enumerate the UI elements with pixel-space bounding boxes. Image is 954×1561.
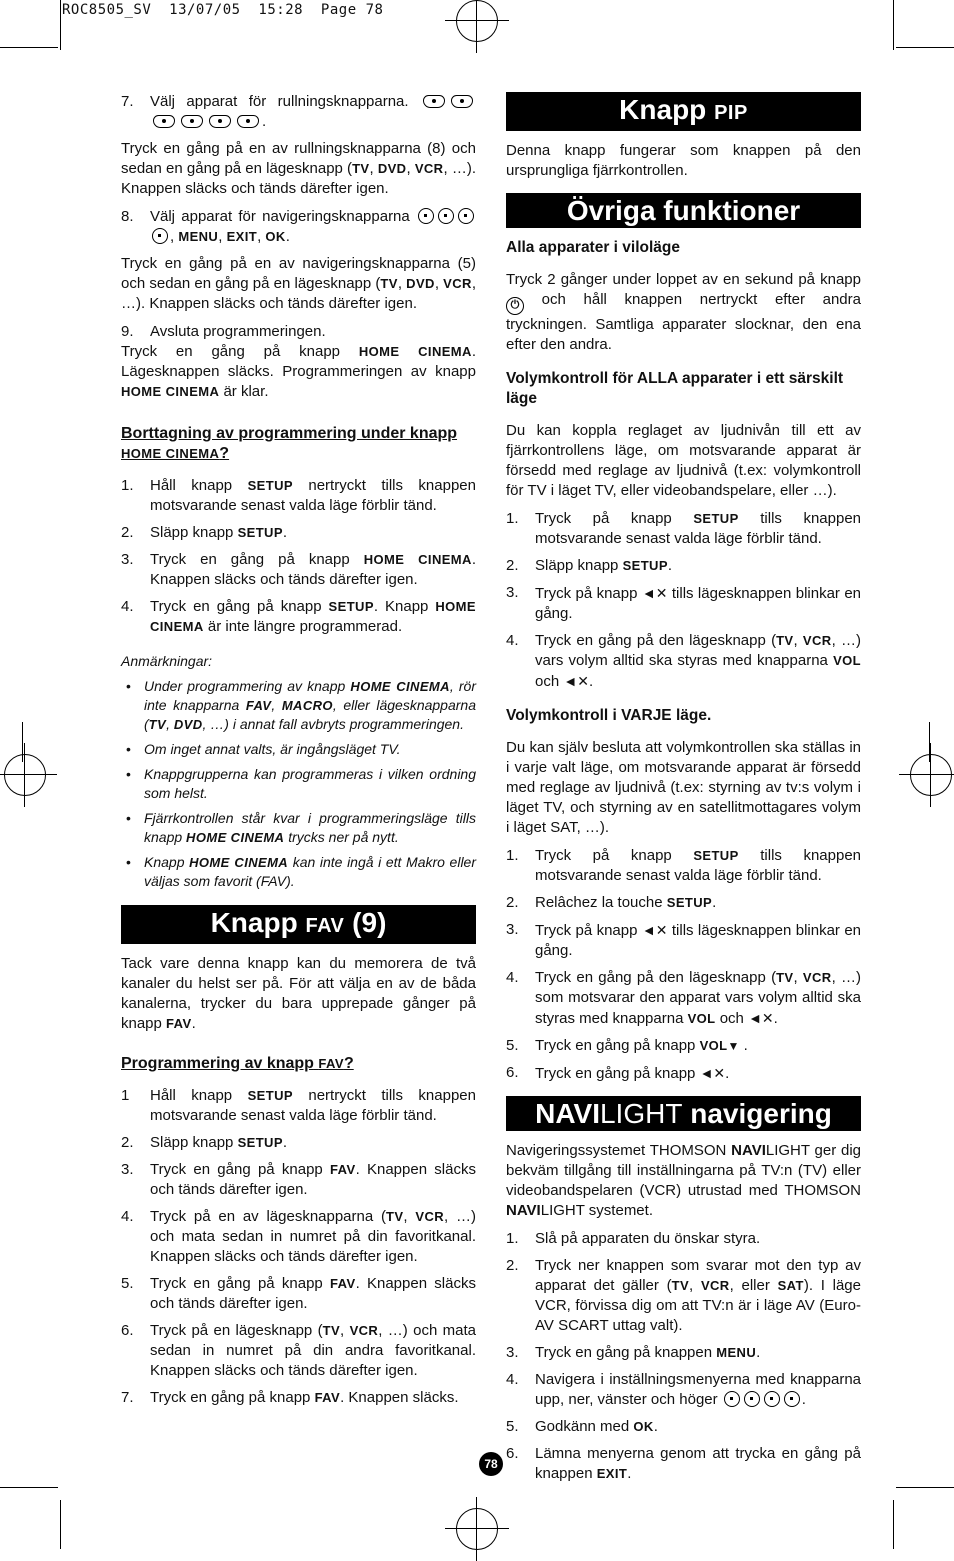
nav-down-icon [438, 208, 454, 224]
step-7-text: Tryck en gång på en av rullningsknapparna (8) och sedan en gång på en lägesknapp (TV, DVD, VCR, …). Knappen släcks och tänds därefter igen. [121, 140, 476, 197]
list-item: 4. Tryck en gång på den lägesknapp (TV, VCR, …) vars volym alltid ska styras med knapparna VOL och ◄✕. [506, 632, 861, 690]
nav-up-icon [418, 208, 434, 224]
banner-fav: Knapp FAV (9) [121, 905, 476, 944]
mute-icon: ◄✕ [641, 922, 668, 938]
mute-icon: ◄✕ [641, 585, 668, 601]
scroll-icon [153, 115, 175, 128]
list-item: 4. Navigera i inställningsmenyerna med knapparna upp, ner, vänster och höger . [506, 1371, 861, 1408]
banner-navilight: NAVILIGHT navigering [506, 1096, 861, 1131]
crop-mark [60, 0, 61, 50]
mute-icon: ◄✕ [748, 1010, 774, 1026]
crop-mark [896, 47, 954, 48]
crop-mark [60, 1500, 61, 1549]
step-9-text: Tryck en gång på knapp HOME CINEMA. Lägesknappen släcks. Programmeringen av knapp HOME CINEMA är klar. [121, 343, 476, 400]
crop-mark [22, 722, 23, 762]
page-number: 78 [479, 1452, 503, 1476]
list-item: 5. Tryck en gång på knapp FAV. Knappen släcks och tänds därefter igen. [121, 1275, 476, 1312]
nav-down-icon [744, 1391, 760, 1407]
list-item: 3. Tryck på knapp ◄✕ tills lägesknappen blinkar en gång. [506, 921, 862, 959]
right-column [506, 92, 861, 1491]
navilight-text: Navigeringssystemet THOMSON NAVILIGHT ger dig bekväm tillgång till inställningarna på TV:n (TV) eller videobandspelaren (VCR) utrustad med THOMSON NAVILIGHT systemet. [506, 1142, 861, 1219]
volume-all-list [506, 509, 861, 692]
list-item: 1. Tryck på knapp SETUP tills knappen motsvarande senast valda läge förblir tänd. [506, 847, 862, 884]
banner-other-functions: Övriga funktioner [506, 193, 861, 228]
note-item: • Knappgrupperna kan programmeras i vilken ordning som helst. [121, 765, 476, 803]
list-item: 1 Håll knapp SETUP nertryckt tills knappen motsvarande senast valda läge förblir tänd. [121, 1087, 476, 1124]
list-item: 4. Tryck en gång på knapp SETUP. Knapp HOME CINEMA är inte längre programmerad. [121, 598, 476, 635]
nav-right-icon [152, 228, 168, 244]
list-item: 6. Lämna menyerna genom att trycka en gång på knappen EXIT. [506, 1445, 861, 1482]
volume-down-icon: ▼ [727, 1039, 740, 1053]
standby-heading: Alla apparater i viloläge [506, 239, 681, 256]
notes-heading: Anmärkningar: [121, 653, 213, 669]
note-item: • Under programmering av knapp HOME CINEMA, rör inte knapparna FAV, MACRO, eller lägesknapparna (TV, DVD, …) i annat fall avbryts programmeringen. [121, 677, 476, 734]
list-item: 4. Tryck på en av lägesknapparna (TV, VCR, …) och mata sedan in numret på din favoritkanal. Knappen släcks och tänds därefter igen. [121, 1208, 476, 1265]
step-8-text: Tryck en gång på en av navigeringsknapparna (5) och sedan en gång på en lägesknapp (TV, DVD, VCR, …). Knappen släcks och tänds därefter igen. [121, 255, 476, 312]
list-item: 2. Relâchez la touche SETUP. [506, 894, 717, 911]
list-item: 6. Tryck på en lägesknapp (TV, VCR, …) och mata sedan in numret på din andra favoritkanal. Knappen släcks och tänds därefter igen. [121, 1322, 476, 1379]
navilight-list [506, 1229, 861, 1484]
list-item: 1. Tryck på knapp SETUP tills knappen motsvarande senast valda läge förblir tänd. [506, 510, 862, 547]
list-item: 2. Släpp knapp SETUP. [121, 1134, 288, 1151]
note-item: • Om inget annat valts, är ingångsläget TV. [121, 740, 476, 759]
list-item: 4. Tryck en gång på den lägesknapp (TV, VCR, …) som motsvarar den apparat vars volym alltid ska styras med knapparna VOL och ◄✕. [506, 969, 861, 1027]
banner-pip: Knapp PIP [506, 92, 861, 131]
nav-right-icon [784, 1391, 800, 1407]
list-item: 5. Tryck en gång på knapp VOL▼ . [506, 1037, 748, 1054]
standby-text: Tryck 2 gånger under loppet av en sekund på knapp ⏻ och håll knappen nertryckt efter andra tryckningen. Samtliga apparater slocknar, den ena efter den andra. [506, 271, 861, 353]
list-item: 2. Släpp knapp SETUP. [506, 557, 673, 574]
list-item: 3. Tryck en gång på knapp FAV. Knappen släcks och tänds därefter igen. [121, 1161, 476, 1198]
crop-mark [893, 1500, 894, 1549]
registration-mark-left [4, 754, 46, 796]
scroll-icon [181, 115, 203, 128]
list-item: 1. Håll knapp SETUP nertryckt tills knappen motsvarande senast valda läge förblir tänd. [121, 477, 476, 514]
list-item: 5. Godkänn med OK. [506, 1418, 658, 1435]
volume-all-heading: Volymkontroll för ALLA apparater i ett särskilt läge [506, 370, 844, 407]
registration-mark-top [456, 0, 498, 42]
list-item: 3. Tryck en gång på knappen MENU. [506, 1344, 761, 1361]
fav-intro: Tack vare denna knapp kan du memorera de två kanaler du helst ser på. För att välja en av de båda kanalerna, trycker du bara upprepade gånger på knapp FAV. [121, 955, 476, 1032]
volume-each-text: Du kan själv besluta att volymkontrollen ska ställas in i varje valt läge, om motsvarande apparat är försedd med reglage av ljudnivå (t.ex: styrning av tv:s volym i läget TV, och styrning av en satellitmottagares volym i läget SAT, …). [506, 739, 861, 836]
step-9: 9. Avsluta programmeringen. [121, 323, 326, 340]
list-item: 7. Tryck en gång på knapp FAV. Knappen släcks. [121, 1389, 459, 1406]
nav-left-icon [458, 208, 474, 224]
note-item: • Fjärrkontrollen står kvar i programmeringsläge tills knapp HOME CINEMA trycks ner på nytt. [121, 809, 476, 847]
scroll-right-icon [451, 95, 473, 108]
fav-programming-list [121, 1086, 476, 1408]
note-item: • Knapp HOME CINEMA kan inte ingå i ett Makro eller väljas som favorit (FAV). [121, 853, 476, 891]
volume-all-text: Du kan koppla reglaget av ljudnivån till ett av fjärrkontrollens läge, om motsvarande apparat är försedd med reglage av ljudnivå (t.ex: volymkontroll för TV i läget TV, eller videobandspelare, eller …). [506, 422, 861, 499]
volume-each-heading: Volymkontroll i VARJE läge. [506, 707, 712, 724]
pip-text: Denna knapp fungerar som knappen på den ursprungliga fjärrkontrollen. [506, 142, 861, 179]
scroll-left-icon [423, 95, 445, 108]
subheading-fav-programming: Programmering av knapp FAV? [121, 1055, 354, 1072]
mute-icon: ◄✕ [699, 1065, 726, 1081]
crop-mark [929, 722, 930, 762]
mute-icon: ◄✕ [563, 673, 589, 689]
list-item: 3. Tryck på knapp ◄✕ tills lägesknappen blinkar en gång. [506, 584, 862, 622]
crop-mark [0, 1487, 58, 1488]
print-slug: ROC8505_SV 13/07/05 15:28 Page 78 [62, 2, 384, 18]
list-item: 3. Tryck en gång på knapp HOME CINEMA. Knappen släcks och tänds därefter igen. [121, 551, 476, 588]
list-item: 2. Släpp knapp SETUP. [121, 524, 288, 541]
nav-left-icon [764, 1391, 780, 1407]
remove-programming-list [121, 476, 476, 637]
left-column [121, 92, 476, 1415]
power-icon: ⏻ [506, 297, 524, 315]
list-item: 6. Tryck en gång på knapp ◄✕. [506, 1064, 730, 1082]
step-7: 7. Välj apparat för rullningsknapparna. . [121, 92, 476, 132]
subheading-remove-programming: Borttagning av programmering under knapp HOME CINEMA? [121, 425, 458, 462]
list-item: 2. Tryck ner knappen som svarar mot den typ av apparat det gäller (TV, VCR, eller SAT). I läge VCR, förvissa dig om att TV:n är i läge AV (Euro-AV SCART uttag valt). [506, 1257, 861, 1334]
crop-mark [893, 0, 894, 50]
notes-list [121, 677, 476, 891]
scroll-icon [209, 115, 231, 128]
volume-each-list [506, 846, 861, 1084]
step-8: 8. Välj apparat för navigeringsknapparna , MENU, EXIT, OK. [121, 207, 476, 247]
crop-mark [0, 47, 58, 48]
crop-mark [896, 1487, 954, 1488]
nav-up-icon [724, 1391, 740, 1407]
scroll-icon [237, 115, 259, 128]
list-item: 1. Slå på apparaten du önskar styra. [506, 1230, 761, 1247]
registration-mark-right [910, 754, 952, 796]
registration-mark-bottom [456, 1508, 498, 1550]
